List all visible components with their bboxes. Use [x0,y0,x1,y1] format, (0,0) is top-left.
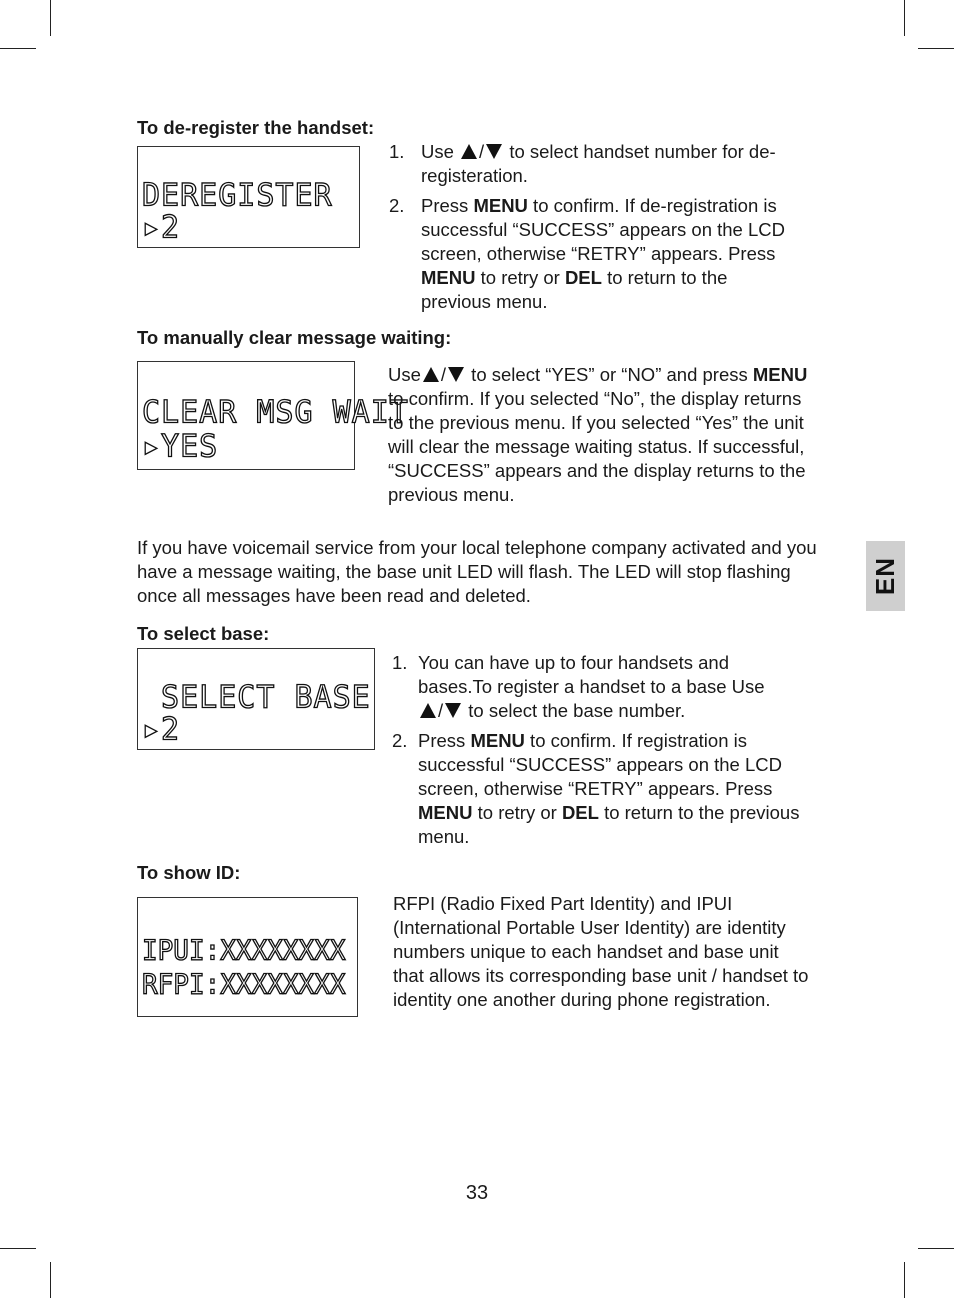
key-label: DEL [561,802,599,823]
section-heading-clear-msg: To manually clear message waiting: [137,327,452,348]
crop-mark [50,0,51,36]
page-number: 33 [465,1182,489,1204]
lcd-line: ▸YES [142,428,219,465]
step-number: 1. [392,652,408,673]
step-text: to retry or [475,267,565,288]
step-text: to retry or [472,802,562,823]
step-text: to select the base number. [468,700,686,721]
key-label: MENU [470,730,525,751]
step-text: Press [421,195,474,216]
step-number: 2. [389,195,405,216]
down-arrow-icon [448,367,464,382]
step-text: to confirm. If de-registration is successful “SUCCESS” appears on the LCD screen, otherwise “RETRY” appears. Press [421,195,785,264]
crop-mark [904,1262,905,1298]
up-arrow-icon [420,703,436,718]
lcd-line: ▸2 [142,209,181,246]
lcd-line: RFPI:XXXXXXXX [142,969,346,1001]
list-item [389,194,791,314]
lcd-line: SELECT BASE [142,679,371,716]
body-text: to select “YES” or “NO” and press [466,364,753,385]
lcd-line: ▸2 [142,711,181,748]
body-text: Use [388,364,421,385]
key-label: DEL [564,267,602,288]
crop-mark [904,0,905,36]
up-arrow-icon [423,367,439,382]
lcd-line: DEREGISTER [142,177,333,214]
language-tab [866,541,905,611]
show-id-description: RFPI (Radio Fixed Part Identity) and IPUI (International Portable User Identity) are identity numbers unique to each handset and base unit that allows its corresponding base unit / handset to identity one another during phone registration. [393,893,809,1010]
lcd-line: IPUI:XXXXXXXX [142,935,346,967]
crop-mark [0,1248,36,1249]
up-arrow-icon [461,144,477,159]
key-label: MENU [418,802,473,823]
language-tab-label: EN [870,556,901,596]
crop-mark [918,1248,954,1249]
step-number: 1. [389,141,405,162]
step-text: to return to the previous menu. [421,267,728,312]
key-label: MENU [473,195,528,216]
steps-select-base [392,651,822,849]
crop-mark [918,48,954,49]
down-arrow-icon [486,144,502,159]
step-text: Use [421,141,454,162]
crop-mark [0,48,36,49]
list-item [392,729,822,849]
clear-msg-description: Use / to select “YES” or “NO” and press MENU to confirm. If you selected “No”, the display returns to the previous menu. If you selected “Yes” the unit will clear the message waiting status. If successful, “SUCCESS” appears and the display returns to the previous menu. [388,364,808,505]
list-item: 1. You can have up to four handsets and bases.To register a handset to a base Use / to select the base number. [392,652,765,721]
lcd-display-deregister [137,146,360,248]
lcd-line: CLEAR MSG WAIT [142,394,409,431]
step-text: to confirm. If registration is successful “SUCCESS” appears on the LCD screen, otherwise “RETRY” appears. Press [418,730,782,799]
step-text: Press [418,730,471,751]
lcd-display-select-base [137,648,375,750]
crop-mark [50,1262,51,1298]
step-text: to select handset number for de-registeration. [421,141,776,186]
section-heading-select-base: To select base: [137,623,270,644]
section-heading-show-id: To show ID: [137,862,241,883]
key-label: MENU [752,364,808,385]
step-text: to return to the previous menu. [418,802,800,847]
steps-deregister [389,140,819,314]
list-item: 1. Use / to select handset number for de-registeration. [389,141,776,186]
section-heading-deregister: To de-register the handset: [137,117,375,138]
lcd-display-show-id [137,897,358,1017]
step-number: 2. [392,730,408,751]
step-text: You can have up to four handsets and bases.To register a handset to a base Use [418,652,765,697]
key-label: MENU [421,267,476,288]
body-text: to confirm. If you selected “No”, the display returns to the previous menu. If you selected “Yes” the unit will clear the message waiting status. If successful, “SUCCESS” appears and the display returns to the previous menu. [388,388,806,505]
down-arrow-icon [445,703,461,718]
voicemail-note: If you have voicemail service from your local telephone company activated and you have a message waiting, the base unit LED will flash. The LED will stop flashing once all messages have been read and deleted. [137,537,817,606]
